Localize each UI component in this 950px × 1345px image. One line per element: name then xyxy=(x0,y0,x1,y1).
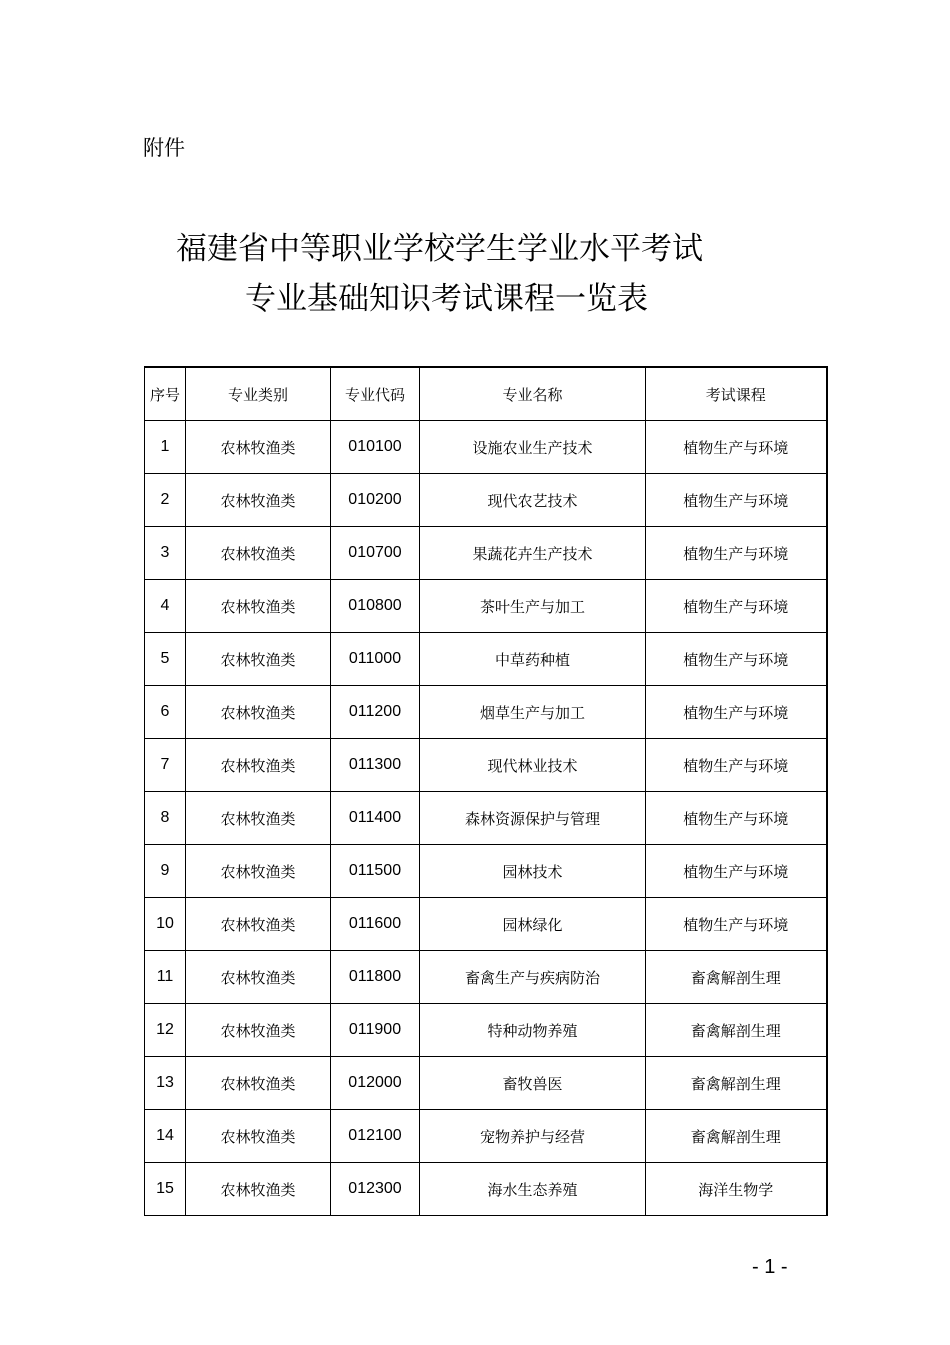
cell-code: 010800 xyxy=(331,580,420,633)
cell-course: 植物生产与环境 xyxy=(646,845,827,898)
cell-code: 011600 xyxy=(331,898,420,951)
cell-category: 农林牧渔类 xyxy=(186,1163,331,1216)
table-row xyxy=(145,1163,827,1216)
cell-name: 园林绿化 xyxy=(420,898,646,951)
cell-name: 畜牧兽医 xyxy=(420,1057,646,1110)
cell-course: 植物生产与环境 xyxy=(646,792,827,845)
cell-no: 1 xyxy=(145,421,186,474)
cell-course: 畜禽解剖生理 xyxy=(646,951,827,1004)
cell-code: 011300 xyxy=(331,739,420,792)
column-header-no: 序号 xyxy=(145,367,186,421)
page-number: - 1 - xyxy=(752,1256,788,1278)
cell-name: 宠物养护与经营 xyxy=(420,1110,646,1163)
column-header-code: 专业代码 xyxy=(331,367,420,421)
column-header-name: 专业名称 xyxy=(420,367,646,421)
cell-category: 农林牧渔类 xyxy=(186,739,331,792)
cell-course: 植物生产与环境 xyxy=(646,527,827,580)
table-row xyxy=(145,1057,827,1110)
cell-no: 13 xyxy=(145,1057,186,1110)
cell-course: 植物生产与环境 xyxy=(646,633,827,686)
cell-no: 14 xyxy=(145,1110,186,1163)
cell-category: 农林牧渔类 xyxy=(186,1004,331,1057)
column-header-category: 专业类别 xyxy=(186,367,331,421)
table-row xyxy=(145,739,827,792)
table-row xyxy=(145,1110,827,1163)
table-body xyxy=(145,421,827,1216)
cell-category: 农林牧渔类 xyxy=(186,527,331,580)
cell-name: 烟草生产与加工 xyxy=(420,686,646,739)
cell-code: 010100 xyxy=(331,421,420,474)
cell-course: 植物生产与环境 xyxy=(646,474,827,527)
cell-category: 农林牧渔类 xyxy=(186,898,331,951)
attachment-label: 附件 xyxy=(143,136,185,160)
table-header-row xyxy=(145,367,827,421)
cell-course: 植物生产与环境 xyxy=(646,421,827,474)
cell-name: 海水生态养殖 xyxy=(420,1163,646,1216)
cell-name: 特种动物养殖 xyxy=(420,1004,646,1057)
cell-no: 2 xyxy=(145,474,186,527)
cell-code: 010200 xyxy=(331,474,420,527)
cell-name: 中草药种植 xyxy=(420,633,646,686)
table-row xyxy=(145,951,827,1004)
cell-name: 森林资源保护与管理 xyxy=(420,792,646,845)
cell-code: 011400 xyxy=(331,792,420,845)
cell-course: 植物生产与环境 xyxy=(646,686,827,739)
table-row xyxy=(145,421,827,474)
cell-category: 农林牧渔类 xyxy=(186,792,331,845)
cell-course: 植物生产与环境 xyxy=(646,580,827,633)
cell-course: 植物生产与环境 xyxy=(646,898,827,951)
cell-category: 农林牧渔类 xyxy=(186,686,331,739)
cell-category: 农林牧渔类 xyxy=(186,951,331,1004)
table-row xyxy=(145,898,827,951)
cell-code: 011500 xyxy=(331,845,420,898)
table-row xyxy=(145,474,827,527)
cell-code: 010700 xyxy=(331,527,420,580)
cell-no: 7 xyxy=(145,739,186,792)
table-row xyxy=(145,686,827,739)
cell-category: 农林牧渔类 xyxy=(186,474,331,527)
table-row xyxy=(145,792,827,845)
cell-no: 11 xyxy=(145,951,186,1004)
cell-no: 4 xyxy=(145,580,186,633)
cell-category: 农林牧渔类 xyxy=(186,421,331,474)
cell-category: 农林牧渔类 xyxy=(186,845,331,898)
cell-category: 农林牧渔类 xyxy=(186,633,331,686)
table-row xyxy=(145,580,827,633)
cell-code: 012300 xyxy=(331,1163,420,1216)
cell-category: 农林牧渔类 xyxy=(186,1057,331,1110)
cell-no: 10 xyxy=(145,898,186,951)
cell-code: 011800 xyxy=(331,951,420,1004)
column-header-course: 考试课程 xyxy=(646,367,827,421)
cell-name: 果蔬花卉生产技术 xyxy=(420,527,646,580)
table-row xyxy=(145,1004,827,1057)
cell-name: 设施农业生产技术 xyxy=(420,421,646,474)
cell-course: 畜禽解剖生理 xyxy=(646,1004,827,1057)
cell-no: 9 xyxy=(145,845,186,898)
cell-name: 园林技术 xyxy=(420,845,646,898)
cell-name: 茶叶生产与加工 xyxy=(420,580,646,633)
cell-no: 5 xyxy=(145,633,186,686)
cell-course: 海洋生物学 xyxy=(646,1163,827,1216)
table-row xyxy=(145,845,827,898)
cell-name: 畜禽生产与疾病防治 xyxy=(420,951,646,1004)
document-title-line-2: 专业基础知识考试课程一览表 xyxy=(245,281,648,317)
cell-no: 12 xyxy=(145,1004,186,1057)
cell-code: 011000 xyxy=(331,633,420,686)
table-row xyxy=(145,633,827,686)
cell-no: 3 xyxy=(145,527,186,580)
cell-category: 农林牧渔类 xyxy=(186,1110,331,1163)
cell-course: 畜禽解剖生理 xyxy=(646,1110,827,1163)
cell-name: 现代农艺技术 xyxy=(420,474,646,527)
cell-no: 6 xyxy=(145,686,186,739)
cell-course: 植物生产与环境 xyxy=(646,739,827,792)
cell-code: 012000 xyxy=(331,1057,420,1110)
table-row xyxy=(145,527,827,580)
cell-no: 15 xyxy=(145,1163,186,1216)
course-table xyxy=(144,366,828,1216)
cell-name: 现代林业技术 xyxy=(420,739,646,792)
cell-code: 011200 xyxy=(331,686,420,739)
document-title-line-1: 福建省中等职业学校学生学业水平考试 xyxy=(176,231,703,267)
cell-no: 8 xyxy=(145,792,186,845)
cell-code: 011900 xyxy=(331,1004,420,1057)
cell-category: 农林牧渔类 xyxy=(186,580,331,633)
cell-course: 畜禽解剖生理 xyxy=(646,1057,827,1110)
cell-code: 012100 xyxy=(331,1110,420,1163)
